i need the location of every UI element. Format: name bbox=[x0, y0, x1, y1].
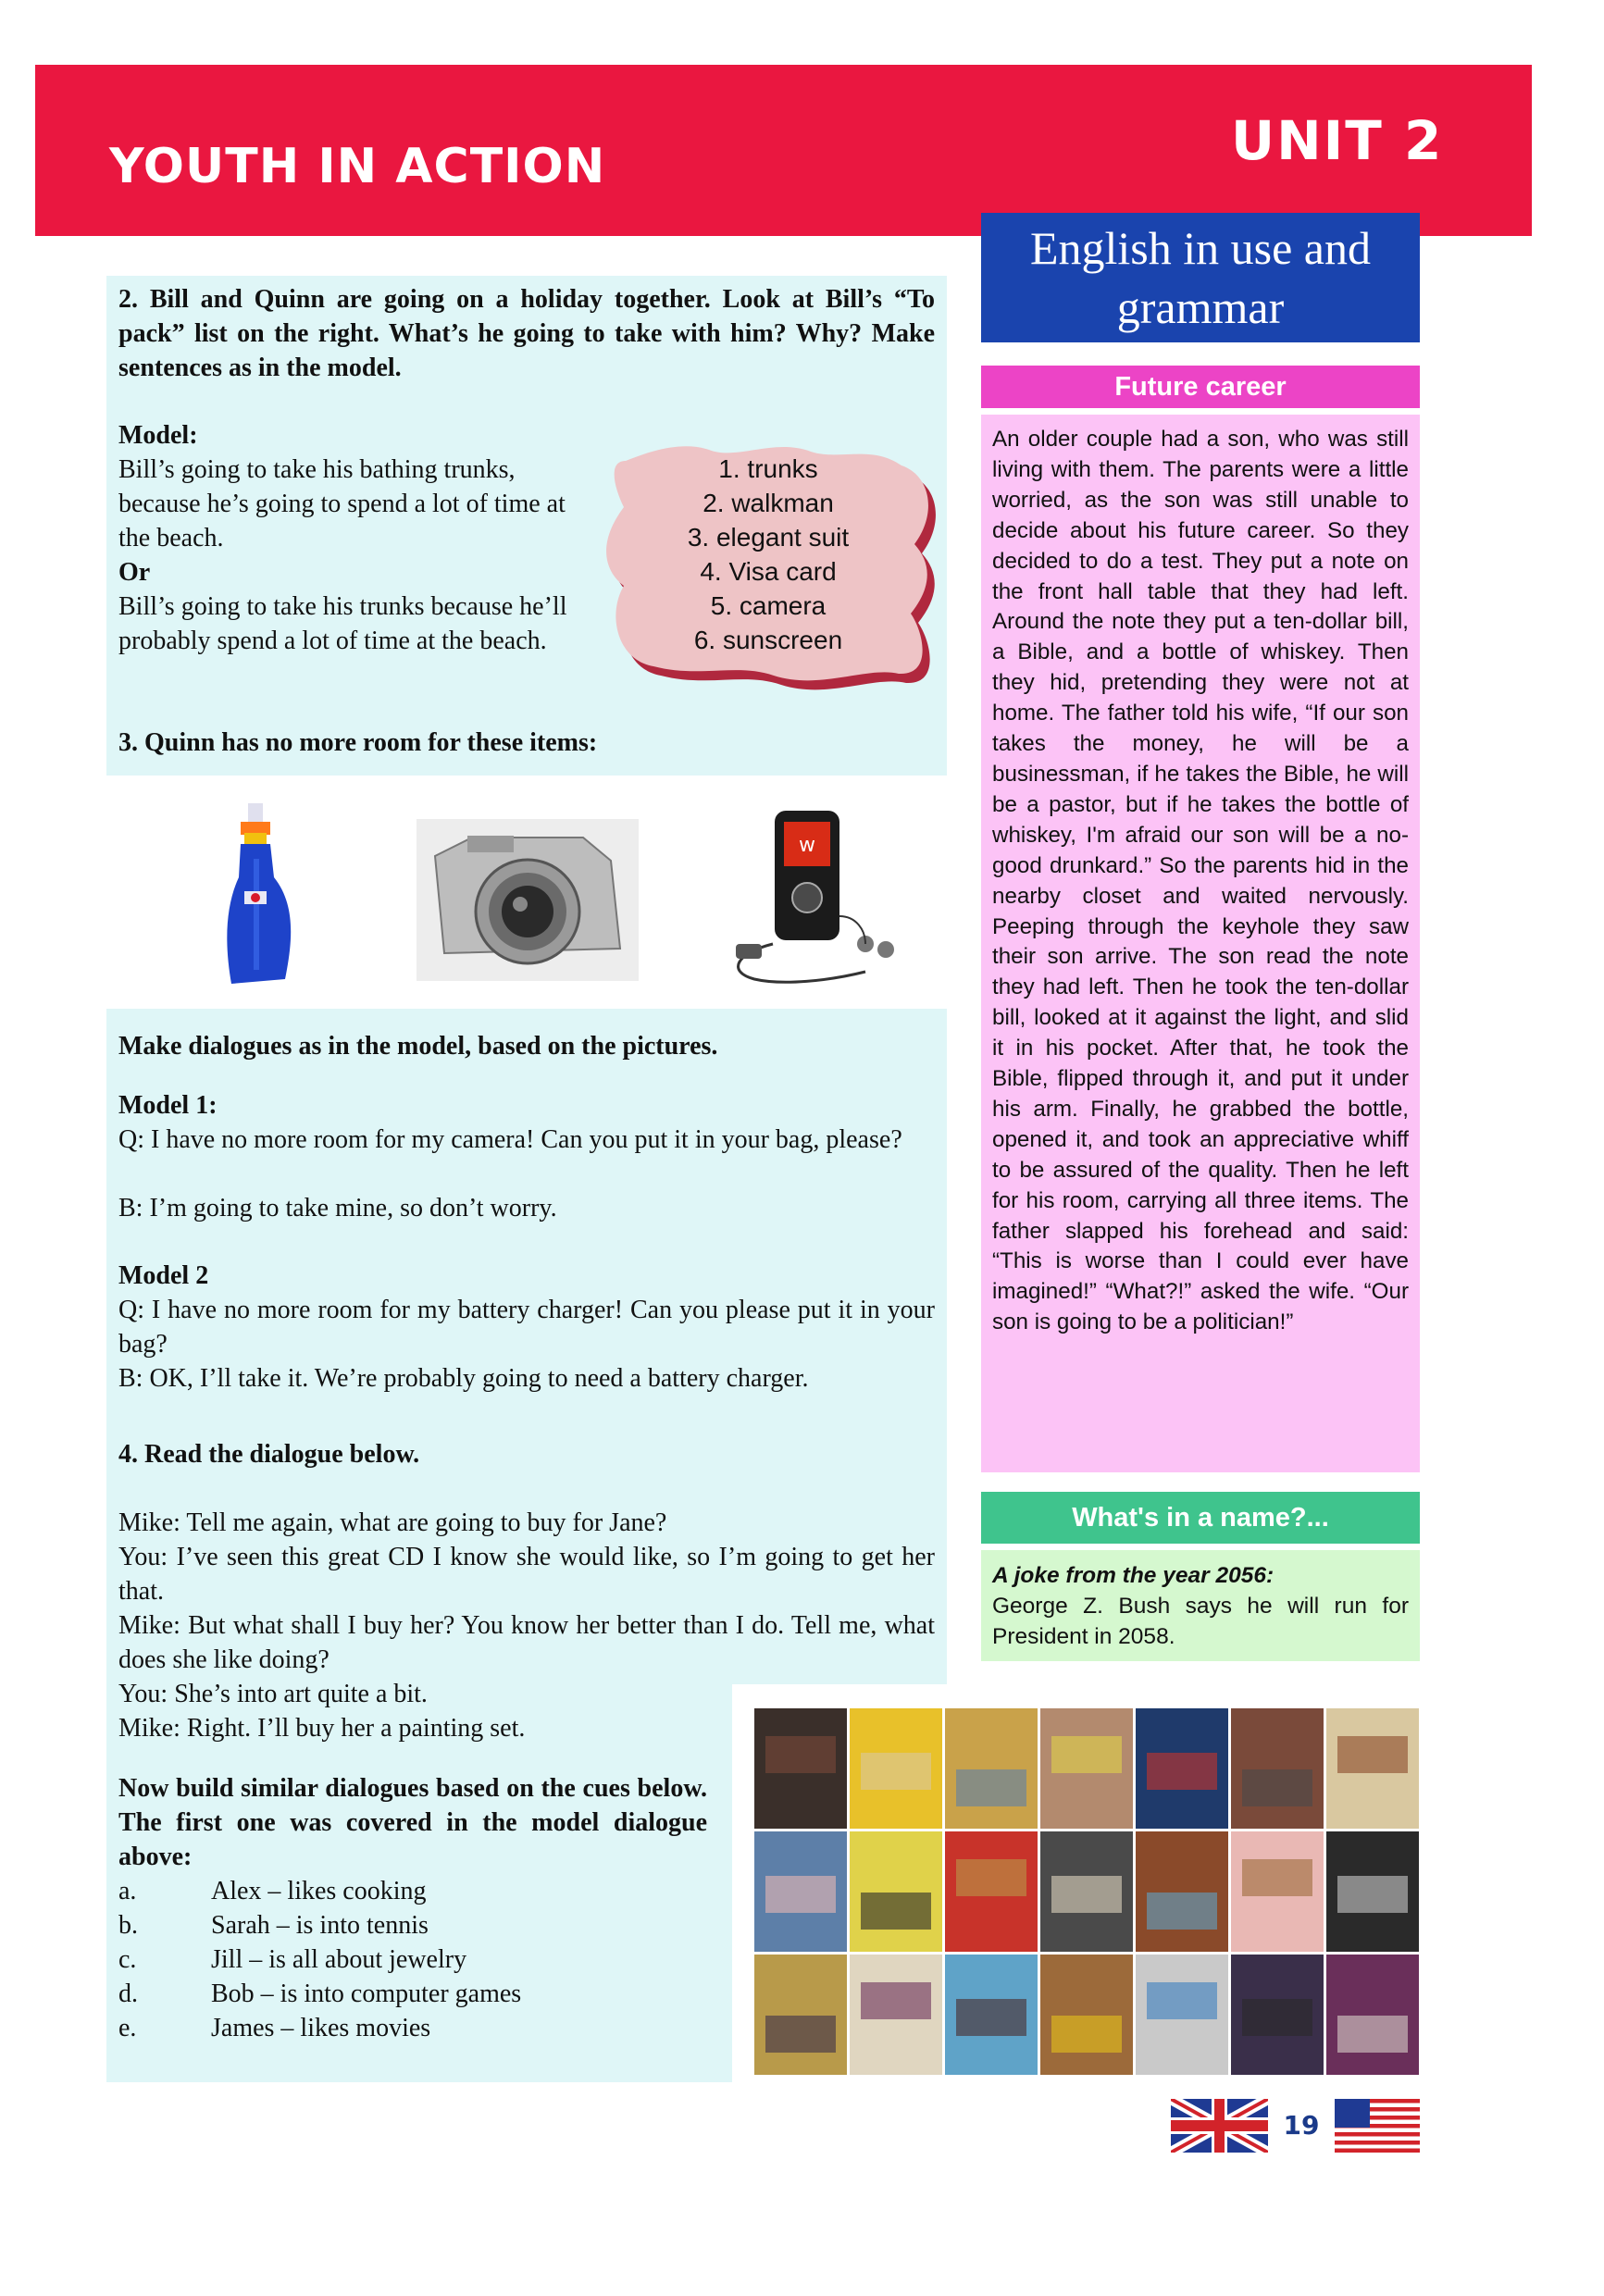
exercise-2-instructions: 2. Bill and Quinn are going on a holiday together. Look at Bill’s “To pack” list on the right. What’s he going to take with him? Why? Make sentences as in the model. bbox=[118, 285, 935, 382]
or-label: Or bbox=[118, 558, 151, 587]
cue-list bbox=[118, 1874, 702, 2045]
cue-text: Alex – likes cooking bbox=[211, 1877, 427, 1905]
pack-list-item: 1. trunks bbox=[718, 454, 818, 483]
svg-text:w: w bbox=[799, 834, 815, 857]
cue-letter: b. bbox=[118, 1911, 138, 1940]
whats-in-a-name-label: What's in a name?... bbox=[981, 1492, 1420, 1544]
cue-letter: c. bbox=[118, 1945, 137, 1974]
sunscreen-bottle-image bbox=[213, 803, 305, 988]
cue-item bbox=[118, 1908, 702, 1942]
movie-poster bbox=[1040, 1955, 1133, 2075]
movie-poster bbox=[850, 1831, 942, 1952]
cue-item bbox=[118, 1874, 702, 1908]
cue-item bbox=[118, 2011, 702, 2045]
poster-artwork bbox=[1051, 2016, 1122, 2053]
model-1-question: Q: I have no more room for my camera! Can you put it in your bag, please? bbox=[118, 1125, 902, 1154]
model-2-heading: Model 2 bbox=[118, 1261, 209, 1290]
poster-artwork bbox=[765, 1736, 836, 1773]
movie-poster bbox=[1231, 1708, 1324, 1829]
dialogue-line: You: She’s into art quite a bit. bbox=[118, 1680, 428, 1708]
cue-letter: a. bbox=[118, 1877, 137, 1905]
model-2-answer: B: OK, I’ll take it. We’re probably going to need a battery charger. bbox=[118, 1364, 809, 1393]
pack-list-item: 3. elegant suit bbox=[687, 523, 850, 552]
model-1-heading: Model 1: bbox=[118, 1091, 218, 1120]
music-phone-image bbox=[717, 805, 907, 990]
poster-artwork bbox=[765, 1876, 836, 1913]
cue-item bbox=[118, 1942, 702, 1977]
pack-list-item: 6. sunscreen bbox=[693, 626, 843, 654]
cue-text: Bob – is into computer games bbox=[211, 1980, 522, 2008]
poster-artwork bbox=[1337, 2016, 1408, 2053]
exercise-3-heading: 3. Quinn has no more room for these items: bbox=[118, 728, 598, 757]
poster-artwork bbox=[1242, 1769, 1312, 1806]
poster-artwork bbox=[1147, 1982, 1217, 2019]
dialogue-instructions: Make dialogues as in the model, based on the pictures. bbox=[118, 1032, 718, 1061]
uk-flag-icon bbox=[1171, 2099, 1268, 2153]
pack-list-item: 2. walkman bbox=[703, 489, 834, 517]
cue-item bbox=[118, 1977, 702, 2011]
poster-artwork bbox=[1147, 1753, 1217, 1790]
dialogue-line: You: I’ve seen this great CD I know she would like, so I’m going to get her that. bbox=[118, 1543, 935, 1606]
poster-artwork bbox=[1242, 1999, 1312, 2036]
poster-artwork bbox=[861, 1753, 931, 1790]
poster-artwork bbox=[956, 1769, 1026, 1806]
camera-image bbox=[417, 819, 639, 981]
dialogue-line: Mike: Right. I’ll buy her a painting set. bbox=[118, 1714, 526, 1743]
poster-artwork bbox=[1242, 1859, 1312, 1896]
model-heading: Model: bbox=[118, 421, 198, 450]
joke-text: George Z. Bush says he will run for President in 2058. bbox=[992, 1594, 1409, 1649]
poster-artwork bbox=[1147, 1893, 1217, 1930]
pack-list bbox=[611, 452, 926, 657]
movie-poster bbox=[754, 1955, 847, 2075]
movie-poster bbox=[1136, 1831, 1228, 1952]
dialogue-line: Mike: Tell me again, what are going to buy for Jane? bbox=[118, 1508, 667, 1537]
future-career-label: Future career bbox=[981, 366, 1420, 408]
poster-artwork bbox=[1337, 1876, 1408, 1913]
poster-artwork bbox=[1051, 1736, 1122, 1773]
story-text: An older couple had a son, who was still living with them. The parents were a little worried, as the son was still unable to decide about his future career. So they decided to do a test. They put a note on the front hall table that they had left. Around the note they put a ten-dollar bill, a Bible, and a bottle of whiskey. Then they hid, pretending they were not at home. The father told his wife, “If our son takes the money, he will be a businessman, if he takes the Bible, he will be a pastor, but if he takes the bottle of whiskey, I'm afraid our son will be a no-good drunkard.” So the parents hid in the nearby closet and waited nervously. Peeping through the keyhole they saw their son arrive. The son read the note they had left. Then he took the ten-dollar bill, looked at it against the light, and slid it in his pocket. After that, he took the Bible, flipped through it, and put it under his arm. Finally, he grabbed the bottle, opened it, and took an appreciative whiff to be assured of the quality. Then he left for his room, carrying all three items. The father slapped his forehead and said: “This is worse than I could ever have imagined!” “What?!” asked the wife. “Our son is going to be a politician!” bbox=[992, 427, 1409, 1335]
poster-artwork bbox=[956, 1859, 1026, 1896]
poster-artwork bbox=[765, 2016, 836, 2053]
model-1-answer: B: I’m going to take mine, so don’t worry. bbox=[118, 1194, 557, 1222]
joke-title: A joke from the year 2056: bbox=[992, 1563, 1274, 1588]
cue-text: Jill – is all about jewelry bbox=[211, 1945, 467, 1974]
cue-letter: e. bbox=[118, 2014, 137, 2042]
dialogue-line: Mike: But what shall I buy her? You know her better than I do. Tell me, what does she like doing? bbox=[118, 1611, 935, 1674]
cue-letter: d. bbox=[118, 1980, 138, 2008]
movie-poster bbox=[1326, 1955, 1419, 2075]
us-flag-icon bbox=[1335, 2099, 1420, 2153]
grammar-title-box: English in use and grammar bbox=[981, 213, 1420, 342]
pack-list-item: 4. Visa card bbox=[700, 557, 837, 586]
unit-title: UNIT 2 bbox=[1231, 109, 1444, 172]
movie-posters-collage bbox=[754, 1705, 1419, 2079]
pack-list-item: 5. camera bbox=[710, 591, 827, 620]
poster-artwork bbox=[1051, 1876, 1122, 1913]
section-title: YOUTH IN ACTION bbox=[109, 139, 606, 194]
cue-text: James – likes movies bbox=[211, 2014, 431, 2042]
page-number: 19 bbox=[1270, 2099, 1333, 2153]
exercise-4-heading: 4. Read the dialogue below. bbox=[118, 1440, 420, 1469]
poster-artwork bbox=[861, 1893, 931, 1930]
poster-artwork bbox=[956, 1999, 1026, 2036]
poster-artwork bbox=[861, 1982, 931, 2019]
poster-artwork bbox=[1337, 1736, 1408, 1773]
cue-text: Sarah – is into tennis bbox=[211, 1911, 429, 1940]
movie-poster bbox=[945, 1708, 1038, 1829]
build-dialogue-instructions: Now build similar dialogues based on the cues below. The first one was covered in the model dialogue above: bbox=[118, 1774, 707, 1871]
model-sentence-2: Bill’s going to take his trunks because he’ll probably spend a lot of time at the beach. bbox=[118, 592, 567, 655]
model-2-question: Q: I have no more room for my battery charger! Can you please put it in your bag? bbox=[118, 1296, 935, 1359]
model-sentence-1: Bill’s going to take his bathing trunks, because he’s going to spend a lot of time at the beach. bbox=[118, 455, 566, 552]
